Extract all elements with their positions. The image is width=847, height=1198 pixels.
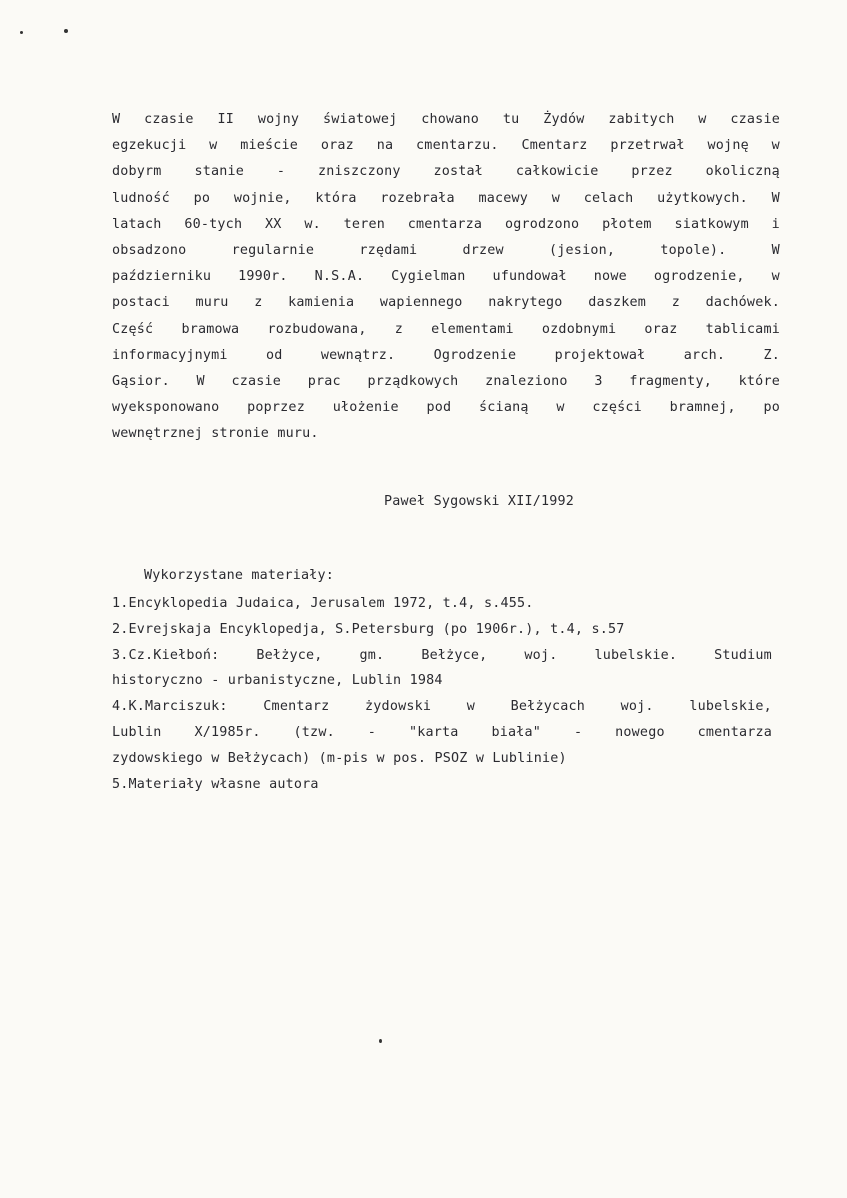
word: i [771, 216, 780, 232]
word: 4.K.Marciszuk: [112, 699, 228, 715]
word: wojnie, [233, 190, 292, 206]
word: woj. [524, 647, 558, 663]
word: Bełżycach) [227, 750, 311, 766]
word: celach [583, 190, 634, 206]
word: W [112, 112, 121, 127]
author-signature-line: Paweł Sygowski XII/1992 [384, 494, 575, 509]
word: w [698, 112, 707, 127]
word: prządkowych [367, 373, 459, 389]
word: Ogrodzenie [433, 347, 517, 363]
word: - [367, 724, 377, 740]
word: autora [269, 776, 319, 792]
word: w [771, 138, 780, 154]
word: 1990r. [238, 269, 288, 285]
word: czasie [231, 373, 282, 389]
word: 60-tych [184, 216, 243, 232]
word: dobyrm [112, 164, 162, 180]
word: (m-pis [318, 750, 369, 766]
word: rzędami [359, 242, 418, 258]
word: nowe [593, 269, 627, 285]
word: światowej [323, 112, 398, 127]
word: własne [211, 776, 261, 792]
word: wewnętrznej [112, 426, 203, 442]
source-line [112, 591, 772, 617]
word: dachówek. [705, 295, 780, 311]
word: od [266, 347, 283, 363]
word: egzekucji [112, 138, 187, 154]
body-paragraph [112, 107, 780, 447]
word: woj. [620, 699, 654, 715]
word: XX [265, 216, 282, 232]
text-line [112, 317, 780, 343]
word: użytkowych. [657, 190, 748, 206]
word: w [771, 269, 780, 285]
word: 3 [594, 373, 603, 389]
word: chowano [421, 112, 480, 127]
source-line [112, 668, 772, 694]
word: oraz [644, 321, 678, 337]
word: kamienia [288, 295, 355, 311]
text-line [112, 290, 780, 316]
word: zniszczony [318, 164, 401, 180]
word: poprzez [247, 400, 305, 416]
word: na [376, 138, 394, 154]
word: ułożenie [332, 400, 399, 416]
word: biała" [491, 724, 542, 740]
word: pos. [393, 750, 427, 766]
text-line [112, 133, 780, 159]
word: wewnątrz. [320, 347, 396, 363]
word: przez [631, 164, 673, 180]
word: wyeksponowano [112, 400, 220, 416]
word: obsadzono [112, 242, 187, 258]
word: całkowicie [515, 164, 599, 180]
word: W [771, 242, 780, 258]
word: Cygielman [391, 269, 466, 285]
source-line [112, 643, 772, 669]
word: Studium [714, 647, 772, 663]
word: nakrytego [488, 295, 563, 311]
text-line [112, 159, 780, 185]
word: Lublin [112, 724, 162, 740]
word: przetrwał [610, 138, 685, 154]
word: żydowski [365, 699, 432, 715]
word: arch. [683, 347, 726, 363]
word: w [466, 699, 476, 715]
word: latach [112, 216, 162, 232]
word: rozebrała [380, 190, 455, 206]
word: Lublin [351, 673, 402, 689]
word: - [276, 164, 286, 180]
word: historyczno [112, 673, 203, 689]
word: ozdobnymi [541, 321, 617, 337]
word: W [196, 373, 205, 389]
word: zydowskiego [112, 750, 203, 766]
text-line [112, 369, 780, 395]
word: teren [343, 216, 385, 232]
paper-speck [64, 29, 68, 33]
word: ludność [112, 190, 170, 206]
word: po [763, 400, 780, 416]
source-line [112, 746, 772, 772]
word: zabitych [608, 112, 675, 127]
word: W [771, 190, 780, 206]
text-line [112, 186, 780, 212]
word: muru. [277, 426, 319, 442]
word: t.4, [442, 596, 476, 611]
source-line [112, 772, 772, 798]
word: Gąsior. [112, 373, 170, 389]
word: Bełżyce, [256, 647, 323, 663]
word: gm. [359, 647, 385, 663]
word: które [738, 373, 780, 389]
word: Encyklopedja, [219, 621, 327, 637]
word: 1984 [409, 673, 443, 689]
word: informacyjnymi [112, 347, 228, 363]
word: ufundował [492, 269, 567, 285]
word: elementami [431, 321, 514, 337]
word: fragmenty, [629, 373, 712, 389]
word: daszkem [588, 295, 647, 311]
word: S.Petersburg [335, 621, 435, 637]
word: mieście [240, 138, 299, 154]
word: wapiennego [379, 295, 463, 311]
word: ścianą [479, 400, 529, 416]
word: regularnie [231, 242, 315, 258]
word: 1972, [393, 596, 435, 611]
word: 3.Cz.Kiełboń: [112, 647, 220, 663]
word: topole). [660, 242, 727, 258]
word: pod [426, 400, 452, 416]
word: ogrodzenie, [653, 269, 745, 285]
word: czasie [730, 112, 780, 127]
word: tablicami [705, 321, 780, 337]
word: październiku [112, 269, 212, 285]
word: lubelskie. [594, 647, 678, 663]
text-line [112, 238, 780, 264]
word: tu [502, 112, 520, 127]
sources-heading: Wykorzystane materiały: [144, 568, 335, 583]
word: części [592, 400, 642, 416]
word: t.4, [550, 621, 584, 637]
source-line [112, 694, 772, 720]
word: ogrodzono [504, 216, 580, 232]
word: Cmentarz [521, 138, 588, 154]
word: po [193, 190, 211, 206]
paper-speck [20, 31, 23, 34]
text-line [112, 395, 780, 421]
sources-list [112, 591, 772, 797]
word: z [254, 295, 263, 311]
word: - [573, 724, 583, 740]
word: oraz [320, 138, 354, 154]
text-line [112, 107, 780, 133]
word: 1906r.), [475, 621, 542, 637]
word: znaleziono [485, 373, 568, 389]
word: muru [195, 295, 229, 311]
word: bramnej, [669, 400, 736, 416]
word: w [376, 750, 385, 766]
word: (po [442, 621, 468, 637]
text-line [112, 421, 780, 447]
word: w [209, 138, 218, 154]
word: II [217, 112, 235, 127]
word: Judaica, [235, 596, 303, 611]
word: cmentarza [407, 216, 483, 232]
word: z [394, 321, 403, 337]
word: urbanistyczne, [227, 673, 344, 689]
word: drzew [462, 242, 504, 258]
word: bramowa [181, 321, 240, 337]
word: PSOZ [434, 750, 468, 766]
word: N.S.A. [314, 269, 365, 285]
source-line [112, 720, 772, 746]
word: s.57 [591, 621, 625, 637]
word: Bełżycach [510, 699, 586, 715]
word: stronie [211, 426, 270, 442]
word: 5.Materiały [112, 776, 203, 792]
word: (jesion, [549, 242, 616, 258]
word: macewy [478, 190, 529, 206]
word: Cmentarz [263, 699, 330, 715]
source-line [112, 617, 772, 643]
word: Jerusalem [310, 596, 385, 611]
word: stanie [194, 164, 245, 180]
text-line [112, 343, 780, 369]
word: Z. [763, 347, 780, 363]
word: rozbudowana, [267, 321, 367, 337]
word: płotem [602, 216, 652, 232]
word: wojny [257, 112, 300, 127]
word: Żydów [543, 112, 585, 127]
paper-speck [379, 1039, 382, 1043]
word: Lublinie) [492, 750, 567, 766]
word: cmentarzu. [416, 138, 499, 154]
word: X/1985r. [194, 724, 261, 740]
text-line [112, 212, 780, 238]
word: Bełżyce, [421, 647, 488, 663]
text-line [112, 264, 780, 290]
word: cmentarza [697, 724, 772, 740]
word: s.455. [484, 596, 534, 611]
word: nowego [615, 724, 665, 740]
word: wojnę [707, 138, 749, 154]
word: w [556, 400, 565, 416]
word: Część [112, 321, 154, 337]
word: 2.Evrejskaja [112, 621, 212, 637]
word: lubelskie, [689, 699, 772, 715]
word: okoliczną [705, 164, 780, 180]
word: został [433, 164, 484, 180]
word: czasie [144, 112, 194, 127]
word: która [315, 190, 357, 206]
word: 1.Encyklopedia [112, 596, 228, 611]
word: w [551, 190, 561, 206]
word: w. [304, 216, 321, 232]
word: w [211, 750, 220, 766]
word: "karta [408, 724, 459, 740]
word: - [211, 673, 220, 689]
word: prac [307, 373, 341, 389]
word: z [671, 295, 680, 311]
word: (tzw. [293, 724, 335, 740]
word: projektował [554, 347, 646, 363]
word: postaci [112, 295, 170, 311]
word: w [475, 750, 485, 766]
word: siatkowym [674, 216, 749, 232]
